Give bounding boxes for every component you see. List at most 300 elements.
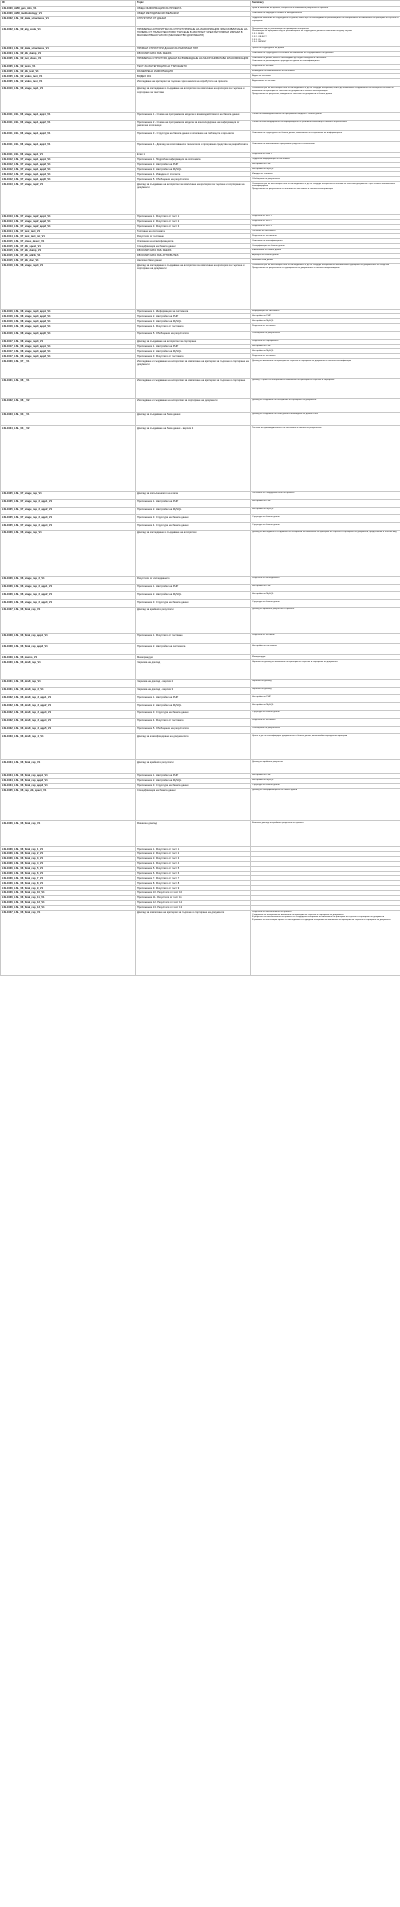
cell-summary[interactable] <box>251 324 400 332</box>
summary-line: Схема на консолидирането на информацията от различни източници и нейното обработване <box>252 120 347 123</box>
cell-topic[interactable]: Приложение 4. Резултати от тестовете <box>136 718 251 726</box>
cell-topic[interactable]: Приложение 5. Обобщение на резултатите <box>136 726 251 734</box>
table-row[interactable] <box>1 531 400 577</box>
cell-summary[interactable] <box>251 131 400 142</box>
table-row[interactable] <box>1 263 400 309</box>
summary-line: Настройки на PHP <box>252 695 271 698</box>
cell-summary[interactable] <box>251 142 400 153</box>
cell-summary[interactable] <box>251 523 400 531</box>
cell-id[interactable]: LSL1015_LSL_07_class_descr_V1 <box>1 239 136 244</box>
cell-id[interactable]: LSL1002_LSL_02_data_structures_V1 <box>1 16 136 27</box>
cell-id[interactable]: LSL1026_LSL_06_stage_rep_2_V1 <box>1 576 136 584</box>
table-row[interactable] <box>1 515 400 523</box>
cell-topic[interactable]: Приложение 4. Извадка от статиите <box>136 172 251 177</box>
cell-id[interactable]: LSL1016_LSL_08_stage_rep3_app1_V1 <box>1 309 136 314</box>
table-row[interactable] <box>1 378 400 398</box>
cell-id[interactable]: LSL1036_LSL_06_final_rep_10_V1 <box>1 891 136 896</box>
cell-id[interactable]: LSL1005_LSL_02_tests_V1 <box>1 64 136 69</box>
cell-topic[interactable]: Приложение 3. Резултати от тест 3 <box>136 224 251 229</box>
cell-id[interactable]: LSL1012_LSL_07_stage_rep1_app1_V1 <box>1 157 136 162</box>
cell-id[interactable]: LSL1005_LSL_02_video_text_V1 <box>1 74 136 79</box>
cell-topic[interactable]: Приложение 1. Резултати от тестване <box>136 633 251 644</box>
table-row[interactable] <box>1 687 400 695</box>
cell-id[interactable]: LSL1036_LSL_06_final_rep_V1 <box>1 821 136 847</box>
cell-topic[interactable]: Доклад за създаване на алгоритми за сортиране <box>136 339 251 344</box>
cell-summary[interactable] <box>251 492 400 500</box>
cell-id[interactable]: LSL1013_LSL_07_stage_rep2_app2_V1 <box>1 219 136 224</box>
table-row[interactable] <box>1 711 400 719</box>
cell-id[interactable]: LSL1022_LSL_06__V2 <box>1 398 136 412</box>
cell-topic[interactable]: Приложение 4. Структура на базата данни <box>136 523 251 531</box>
summary-line: Описание на класификацията <box>252 239 283 242</box>
cell-topic[interactable]: Приложение 2. Настройки на PHP <box>136 162 251 167</box>
summary-line: Чернова на доклад <box>252 688 272 691</box>
summary-line: Описание на подхода и етапите в методологията <box>252 12 302 15</box>
cell-summary[interactable] <box>251 378 400 398</box>
cell-topic[interactable]: Доклад за изследване и създаване на алгоритми за извличане на критерии за търсене и сортиране на документи <box>136 263 251 309</box>
table-row[interactable] <box>1 788 400 821</box>
cell-topic[interactable]: Доклад за крайните резултати <box>136 760 251 774</box>
table-row[interactable] <box>1 492 400 500</box>
cell-summary[interactable] <box>251 56 400 64</box>
cell-topic[interactable]: Приложение 4. Резултати от тестовете <box>136 324 251 332</box>
cell-summary[interactable] <box>251 398 400 412</box>
table-row[interactable] <box>1 644 400 655</box>
cell-id[interactable]: LSL1034_LSL_06_final_rep_app3_V1 <box>1 783 136 788</box>
cell-id[interactable]: LSL1025_LSL_07_stage_rep_2_app4_V1 <box>1 523 136 531</box>
cell-summary[interactable] <box>251 644 400 655</box>
cell-id[interactable]: LSL1026_LSL_06_stage_rep_2_app3_V1 <box>1 600 136 608</box>
cell-id[interactable]: LSL1036_LSL_06_final_rep_11_V1 <box>1 895 136 900</box>
cell-topic[interactable]: ПРИМЕРНА СТРУКТУРА ДАННИ ЗА ВЪВЕЖДАНЕ НА МНОГОНИВАТАВА КЛАСИФИКАЦИЯ <box>136 56 251 64</box>
cell-topic[interactable]: Доклад за извличане на критерии за търсене и сортиране на документи <box>136 910 251 976</box>
cell-id[interactable]: LSL1036_LSL_06_final_rep_13_V1 <box>1 905 136 910</box>
table-row[interactable] <box>1 426 400 492</box>
column-header-id[interactable]: ID <box>1 1 136 7</box>
table-row[interactable] <box>1 112 400 120</box>
table-row[interactable] <box>1 359 400 379</box>
cell-id[interactable]: LSL1017_LSL_08_stage_rep3_V1 <box>1 339 136 344</box>
table-row[interactable] <box>1 56 400 64</box>
cell-id[interactable]: LSL1011_LSL_06_stage_rep1_app1_V1 <box>1 112 136 120</box>
cell-summary[interactable] <box>251 734 400 760</box>
table-row[interactable] <box>1 120 400 131</box>
summary-line: Описание на структурата на базата данни, използвана за съхранение на информацията <box>252 131 343 134</box>
cell-topic[interactable]: Доклад за създаване на база данни - версия 2 <box>136 426 251 492</box>
cell-topic[interactable]: Доклад за изследване и създаване на алгоритми за извличане на критерии за търсене и сортиране за текстове <box>136 87 251 113</box>
cell-summary[interactable] <box>251 718 400 726</box>
cell-topic[interactable]: Приложение 1. Резултати от тест 1 <box>136 214 251 219</box>
cell-id[interactable]: LSL1014_LSL_07_test_text_rst_V1 <box>1 234 136 239</box>
table-row[interactable] <box>1 412 400 426</box>
cell-id[interactable]: LSL1017_LSL_08_stage_rep3_app1_V1 <box>1 344 136 349</box>
cell-id[interactable]: LSL1013_LSL_07_stage_rep2_V1 <box>1 182 136 215</box>
cell-topic[interactable]: Описание на класификацията <box>136 239 251 244</box>
cell-id[interactable]: LSL1036_LSL_06_final_rep_9_V1 <box>1 886 136 891</box>
cell-topic[interactable]: Приложение 4 - Доклад за използваните технологии и програмни средства за разработката <box>136 142 251 153</box>
table-row[interactable] <box>1 584 400 592</box>
summary-line: Описание на данни, които е необходимо да бъдат въведени в системата <box>252 57 327 60</box>
cell-id[interactable]: LSL1036_LSL_06_final_rep_2_V1 <box>1 852 136 857</box>
table-row[interactable] <box>1 331 400 339</box>
table-row[interactable] <box>1 679 400 687</box>
cell-id[interactable]: LSL1012_LSL_07_stage_rep1_app2_V1 <box>1 162 136 167</box>
cell-topic[interactable]: DB DUMP DATA XML FEEDS <box>136 249 251 254</box>
cell-topic[interactable]: ПРОБНИ СТРУКТУРИ ДАННИ ЗА РАЗЛИЧНИ ТИП <box>136 47 251 52</box>
table-row[interactable] <box>1 576 400 584</box>
summary-line: Резултати от тестовете <box>252 354 276 357</box>
table-row[interactable] <box>1 910 400 976</box>
summary-line: Основната цел на настоящия етап от изследването е да се създаде алгоритми, които да позволяват създаването на експертна система за извличане на критерии от текстове на документи и тяхната категоризация <box>252 87 394 93</box>
cell-id[interactable]: LSL1002_LSL_02_alg_code_V1 <box>1 27 136 47</box>
cell-id[interactable]: LSL1012_LSL_07_stage_rep1_app5_V1 <box>1 177 136 182</box>
cell-summary[interactable] <box>251 120 400 131</box>
cell-summary[interactable] <box>251 182 400 215</box>
cell-id[interactable]: LSL1030_LSL_06_draft_rep_V1 <box>1 660 136 680</box>
cell-topic[interactable]: Доклад за изпълнението на етапа <box>136 492 251 500</box>
table-row[interactable] <box>1 821 400 847</box>
cell-topic[interactable]: Изследване на критерии за търсене чрез анализ на атрибутите на проекта <box>136 79 251 87</box>
cell-summary[interactable] <box>251 584 400 592</box>
table-row[interactable] <box>1 523 400 531</box>
cell-summary[interactable] <box>251 507 400 515</box>
cell-summary[interactable] <box>251 499 400 507</box>
cell-summary[interactable] <box>251 27 400 47</box>
cell-id[interactable]: LSL1021_LSL_06__V1 <box>1 378 136 398</box>
summary-line: Цели и описание на целите, същността и очакваните резултати от проекта <box>252 7 329 10</box>
cell-topic[interactable]: Приложение 1. Резултати от тест 1 <box>136 847 251 852</box>
cell-topic[interactable]: ОБЩА ИНФОРМАЦИЯ ЗА ПРОЕКТА <box>136 6 251 11</box>
cell-topic[interactable]: Спецификация на базата данни <box>136 244 251 249</box>
cell-topic[interactable]: ТЕСТ ЗА ИНТЕГРАЦИЯ НА ТЪРСЕНЕТО <box>136 64 251 69</box>
cell-topic[interactable]: Доклад за създаване на база данни <box>136 412 251 426</box>
cell-id[interactable]: LSL1036_LSL_06_final_rep_6_V1 <box>1 871 136 876</box>
cell-summary[interactable] <box>251 711 400 719</box>
cell-topic[interactable]: DB DUMP DATA XML FEEDS <box>136 51 251 56</box>
cell-id[interactable]: LSL1037_LSL_06_final_rep_V1 <box>1 910 136 976</box>
table-row[interactable] <box>1 592 400 600</box>
cell-summary[interactable] <box>251 576 400 584</box>
cell-topic[interactable]: Налични бази данни <box>136 258 251 263</box>
table-row[interactable] <box>1 718 400 726</box>
cell-id[interactable]: LSL1023_LSL_03__V1 <box>1 412 136 426</box>
cell-id[interactable]: LSL1020_LSL_07__V1 <box>1 359 136 379</box>
table-row[interactable] <box>1 87 400 113</box>
cell-summary[interactable] <box>251 821 400 847</box>
cell-topic[interactable]: Приложение 2. Настройки на MySQL <box>136 507 251 515</box>
column-header-summary[interactable]: Summary <box>251 1 400 7</box>
cell-id[interactable]: LSL1013_LSL_07_stage_rep2_app3_V1 <box>1 224 136 229</box>
cell-topic[interactable]: Приложение 2. Резултати от тест 2 <box>136 852 251 857</box>
cell-id[interactable]: LSL1027_LSL_06_final_rep_V1 <box>1 607 136 633</box>
cell-topic[interactable]: Чернова на доклад <box>136 660 251 680</box>
summary-line: Настройки на MySQL <box>252 319 274 322</box>
cell-id[interactable]: LSL1011_LSL_06_stage_rep1_app3_V1 <box>1 131 136 142</box>
cell-summary[interactable] <box>251 87 400 113</box>
cell-summary[interactable] <box>251 16 400 27</box>
cell-topic[interactable]: Етап 1 <box>136 152 251 157</box>
cell-summary[interactable] <box>251 263 400 309</box>
cell-id[interactable]: LSL1028_LSL_06_final_rep_app1_V1 <box>1 633 136 644</box>
summary-line: Резултати от тестовете <box>252 719 276 722</box>
summary-line: Проби на структурите на данни <box>252 47 284 50</box>
cell-summary[interactable] <box>251 359 400 379</box>
cell-id[interactable]: LSL1034_LSL_06_final_rep_app1_V1 <box>1 773 136 778</box>
summary-line: Настройки на MySQL <box>252 703 274 706</box>
cell-topic[interactable]: Доклад за създаване на алгоритми за извличане на критерии за търсене и сортиране на документи <box>136 182 251 215</box>
cell-summary[interactable] <box>251 687 400 695</box>
cell-topic[interactable]: Приложение 3. Настройки на MySQL <box>136 167 251 172</box>
cell-topic[interactable]: Приложение 13. Резултати от тест 13 <box>136 905 251 910</box>
cell-summary[interactable] <box>251 910 400 976</box>
table-row[interactable] <box>1 660 400 680</box>
cell-topic[interactable]: Приложение 10. Резултати от тест 10 <box>136 891 251 896</box>
cell-id[interactable]: LSL1032_LSL_06_draft_rep_3_app5_V1 <box>1 726 136 734</box>
cell-id[interactable]: LSL1036_LSL_06_final_rep_3_V1 <box>1 856 136 861</box>
table-row[interactable] <box>1 607 400 633</box>
cell-topic[interactable]: Резултати от тестване <box>136 234 251 239</box>
cell-id[interactable]: LSL1011_LSL_06_stage_rep1_app4_V1 <box>1 142 136 153</box>
cell-id[interactable]: LSL1005_LSL_02_db_text_V1 <box>1 69 136 74</box>
cell-topic[interactable]: Приложение 1. Настройки на PHP <box>136 695 251 703</box>
cell-topic[interactable]: Приложение 8. Резултати от тест 8 <box>136 881 251 886</box>
cell-id[interactable]: LSL1013_LSL_07_stage_rep2_app1_V1 <box>1 214 136 219</box>
cell-id[interactable]: LSL1036_LSL_06_final_rep_1_V1 <box>1 847 136 852</box>
cell-id[interactable]: LSL1029_LSL_06_memo_V1 <box>1 655 136 660</box>
cell-id[interactable]: LSL1005_LSL_02_net_class_V1 <box>1 56 136 64</box>
cell-id[interactable]: LSL1011_LSL_06_stage_rep1_V1 <box>1 152 136 157</box>
cell-summary[interactable] <box>251 760 400 774</box>
cell-id[interactable]: LSL1017_LSL_08_stage_rep3_app3_V1 <box>1 354 136 359</box>
cell-topic[interactable]: Приложение 5. Обобщение на резултатите <box>136 331 251 339</box>
cell-topic[interactable]: Приложение 1. Настройки на PHP <box>136 344 251 349</box>
cell-topic[interactable]: Приложение 2 - Схема на програмната модела за консолидиране на информация от различни източници <box>136 120 251 131</box>
cell-id[interactable]: LSL1005_LSL_02_video_test_V1 <box>1 79 136 87</box>
cell-id[interactable]: LSL1025_LSL_07_stage_rep_2_app3_V1 <box>1 515 136 523</box>
cell-id[interactable]: LSL1014_LSL_07_test_text_V1 <box>1 229 136 234</box>
cell-topic[interactable]: Доклад за класифициране на документите <box>136 734 251 760</box>
table-row[interactable] <box>1 600 400 608</box>
cell-topic[interactable]: Приложение 4. Резултати от тест 4 <box>136 861 251 866</box>
cell-summary[interactable] <box>251 412 400 426</box>
cell-topic[interactable]: Приложение 1. Настройки на PHP <box>136 773 251 778</box>
summary-line: Целта е да се класифицират документите в базата данни, използвайки определени критерии <box>252 734 348 737</box>
cell-id[interactable]: LSL1016_LSL_08_stage_rep3_app2_V1 <box>1 314 136 319</box>
cell-id[interactable]: LSL1004_LSL_02_data_structures_V1 <box>1 47 136 52</box>
cell-id[interactable]: LSL1034_LSL_06_final_rep_V1 <box>1 760 136 774</box>
cell-topic[interactable]: Приложение 11. Резултати от тест 11 <box>136 895 251 900</box>
cell-id[interactable]: LSL1016_LSL_08_stage_rep3_V1 <box>1 263 136 309</box>
cell-topic[interactable]: Приложение 3. Резултати от тест 3 <box>136 856 251 861</box>
summary-line: Представени са резултатите от групирането на документите и тяхното визуализиране <box>252 266 340 269</box>
cell-summary[interactable] <box>251 79 400 87</box>
summary-line: Настройки на PHP <box>252 344 271 347</box>
cell-topic[interactable]: СТРУКТУРИ ОТ ДАННИ <box>136 16 251 27</box>
cell-summary[interactable] <box>251 592 400 600</box>
cell-id[interactable]: LSL1034_LSL_06_final_rep_app2_V1 <box>1 778 136 783</box>
summary-line: Чернова на доклад <box>252 680 272 683</box>
cell-id[interactable]: LSL1031_LSL_06_draft_rep_2_V1 <box>1 687 136 695</box>
cell-id[interactable]: LSL1036_LSL_06_final_rep_8_V1 <box>1 881 136 886</box>
table-row[interactable] <box>1 16 400 27</box>
cell-id[interactable]: LSL1028_LSL_06_final_rep_app2_V1 <box>1 644 136 655</box>
cell-topic[interactable]: Приложение 1 - Схема на програмната модела и взаимодействието на базата данни <box>136 112 251 120</box>
cell-topic[interactable]: Изследване и създаване на алгоритми за извличане на критерии за търсене и сортиране на документи <box>136 359 251 379</box>
table-row[interactable] <box>1 703 400 711</box>
cell-topic[interactable]: ОБЩИ МЕТОДИЧЕСКИ БЕЛЕЖКИ <box>136 11 251 16</box>
cell-id[interactable]: LSL1004_LSL_02_db_dump_V1 <box>1 51 136 56</box>
cell-topic[interactable]: Приложение 2. Настройки на MySQL <box>136 349 251 354</box>
summary-line: Меморандум <box>252 655 266 658</box>
table-row[interactable] <box>1 507 400 515</box>
cell-id[interactable]: LSL1026_LSL_06_stage_rep_V1 <box>1 531 136 577</box>
cell-topic[interactable]: Приложение 2. Настройки на MySQL <box>136 592 251 600</box>
cell-summary[interactable] <box>251 703 400 711</box>
table-row[interactable] <box>1 27 400 47</box>
cell-id[interactable]: LSL1012_LSL_07_stage_rep1_app4_V1 <box>1 172 136 177</box>
cell-summary[interactable] <box>251 679 400 687</box>
cell-topic[interactable]: Приложение 3. Резултати от тестовете <box>136 354 251 359</box>
cell-summary[interactable] <box>251 531 400 577</box>
table-row[interactable] <box>1 499 400 507</box>
cell-id[interactable]: LSL1016_LSL_08_stage_rep3_app3_V1 <box>1 319 136 324</box>
table-row[interactable] <box>1 633 400 644</box>
cell-id[interactable]: LSL1025_LSL_07_stage_rep_2_app2_V1 <box>1 507 136 515</box>
cell-id[interactable]: LSL1036_LSL_06_final_rep_7_V1 <box>1 876 136 881</box>
cell-summary[interactable] <box>251 788 400 821</box>
cell-summary[interactable] <box>251 331 400 339</box>
cell-id[interactable]: LSL1035_LSL_06_rep_db_spect_V1 <box>1 788 136 821</box>
cell-topic[interactable]: Приложение 3 - Структура на базата данни и описание на таблиците и връзките <box>136 131 251 142</box>
cell-topic[interactable]: Чернова на доклад - версия 3 <box>136 687 251 695</box>
cell-id[interactable]: LSL1016_LSL_08_stage_rep3_app4_V1 <box>1 324 136 332</box>
cell-id[interactable]: LSL1015_LSL_07_db_doc_V1 <box>1 258 136 263</box>
cell-id[interactable]: LSL1032_LSL_06_draft_rep_3_app4_V1 <box>1 718 136 726</box>
cell-id[interactable]: LSL1024_LSL_03__V2 <box>1 426 136 492</box>
cell-id[interactable]: LSL1016_LSL_08_stage_rep3_app5_V1 <box>1 331 136 339</box>
cell-summary[interactable] <box>251 633 400 644</box>
cell-summary[interactable] <box>251 660 400 680</box>
cell-topic[interactable]: Приложение 2. Резултати от тест 2 <box>136 219 251 224</box>
cell-id[interactable]: LSL1026_LSL_06_stage_rep_2_app2_V1 <box>1 592 136 600</box>
cell-id[interactable]: LSL1015_LSL_07_db_dump_V1 <box>1 249 136 254</box>
cell-summary[interactable] <box>251 607 400 633</box>
cell-id[interactable]: LSL1025_LSL_07_stage_rep_V1 <box>1 492 136 500</box>
cell-topic[interactable]: Приложение 9. Резултати от тест 9 <box>136 886 251 891</box>
cell-topic[interactable]: Тестване на системата <box>136 229 251 234</box>
cell-summary[interactable] <box>251 112 400 120</box>
cell-topic[interactable]: Доклад за крайните резултати <box>136 607 251 633</box>
cell-topic[interactable]: ВИДЕО 001 <box>136 74 251 79</box>
cell-topic[interactable]: Приложение 5. Обобщение на резултатите <box>136 177 251 182</box>
cell-summary[interactable] <box>251 695 400 703</box>
cell-topic[interactable]: Меморандум <box>136 655 251 660</box>
cell-topic[interactable]: Приложение 2. Настройки на MySQL <box>136 778 251 783</box>
summary-line: 2.3.3. JS <box>252 38 261 41</box>
cell-topic[interactable]: DB DUMP DATA XML ATTRIBUTES <box>136 253 251 258</box>
cell-topic[interactable]: Финален доклад <box>136 821 251 847</box>
summary-line: Доклад за извличане на критерии за търсене и сортиране на документи и тяхната класификация <box>252 359 352 362</box>
cell-topic[interactable]: Приложение 3. Структура на базата данни <box>136 600 251 608</box>
cell-topic[interactable]: ПРИМЕРЕН АЛГОРИТЪМ ЗА СТРУКТУРИРАНЕ НА ИНФОРМАЦИЯ ЧРЕЗ ИЗВЛИЧАНЕ НА ПОЛЕВА ОТ ПЪЛНОТЕКСТОВО ТЪРСЕНЕ В АБСТРАКТ ЧРЕЗ РЕГУЛЯРНИ ИЗРАЗИ В МНОЖЕСТВЕНО ЧИСЛО (МНОЖЕСТВО ДОКУМЕНТИ) <box>136 27 251 47</box>
table-row[interactable] <box>1 734 400 760</box>
cell-id[interactable]: LSL1026_LSL_06_stage_rep_2_app1_V1 <box>1 584 136 592</box>
cell-topic[interactable]: Приложение 1. Подробна информация за системата <box>136 157 251 162</box>
table-row[interactable] <box>1 695 400 703</box>
summary-line: Структура на базата данни <box>252 523 280 526</box>
table-row[interactable] <box>1 142 400 153</box>
cell-topic[interactable]: Приложение 6. Резултати от тест 6 <box>136 871 251 876</box>
cell-id[interactable]: LSL1036_LSL_06_final_rep_12_V1 <box>1 900 136 905</box>
cell-id[interactable]: LSL1031_LSL_06_draft_rep_V1 <box>1 679 136 687</box>
cell-topic[interactable]: Приложение 2. Настройки на системата <box>136 644 251 655</box>
cell-topic[interactable]: Приложение 5. Резултати от тест 5 <box>136 866 251 871</box>
table-row[interactable] <box>1 760 400 774</box>
summary-line: Резултати от сортирането <box>252 340 279 343</box>
cell-id[interactable]: LSL1015_LSL_07_db_attrib_V1 <box>1 253 136 258</box>
cell-topic[interactable]: Приложение 1. Информация за системата <box>136 309 251 314</box>
summary-line: Резултати от етап 1 <box>252 153 272 156</box>
cell-id[interactable]: LSL1032_LSL_06_draft_rep_3_app1_V1 <box>1 695 136 703</box>
cell-topic[interactable]: Приложение 1. Настройки на PHP <box>136 499 251 507</box>
summary-line: Представени са резултати, изведени от текстове на документи в базата данни <box>252 92 332 95</box>
table-row[interactable] <box>1 398 400 412</box>
cell-id[interactable]: LSL1032_LSL_06_draft_rep_3_app3_V1 <box>1 711 136 719</box>
table-row[interactable] <box>1 726 400 734</box>
cell-topic[interactable]: Приложение 2. Настройки на PHP <box>136 314 251 319</box>
cell-topic[interactable]: Чернова на доклад - версия 2 <box>136 679 251 687</box>
cell-topic[interactable]: Изследване и създаване на алгоритми за сортиране на документи <box>136 398 251 412</box>
cell-topic[interactable]: Изследване и създаване на алгоритми за извличане на критерии за търсене и сортиране <box>136 378 251 398</box>
cell-id[interactable]: LSL1015_LSL_07_db_spect_V1 <box>1 244 136 249</box>
cell-topic[interactable]: Доклад за изследване и създаване на алгоритми <box>136 531 251 577</box>
cell-id[interactable]: LSL1033_LSL_06_draft_rep_4_V1 <box>1 734 136 760</box>
cell-id[interactable]: LSL1010_LSL_06_stage_rep1_V1 <box>1 87 136 113</box>
cell-topic[interactable]: Резултати от изследването <box>136 576 251 584</box>
table-row[interactable] <box>1 131 400 142</box>
cell-topic[interactable]: Приложение 3. Структура на базата данни <box>136 711 251 719</box>
table-row[interactable] <box>1 324 400 332</box>
table-row[interactable] <box>1 79 400 87</box>
cell-id[interactable]: LSL1017_LSL_08_stage_rep3_app2_V1 <box>1 349 136 354</box>
cell-id[interactable]: LSL1012_LSL_07_stage_rep1_app3_V1 <box>1 167 136 172</box>
cell-topic[interactable]: Приложение 3. Структура на базата данни <box>136 515 251 523</box>
cell-id[interactable]: LSL1000_A2M_gen_info_V1 <box>1 6 136 11</box>
cell-topic[interactable]: Приложение 7. Резултати от тест 7 <box>136 876 251 881</box>
cell-summary[interactable] <box>251 426 400 492</box>
cell-topic[interactable]: Приложение 3. Структура на базата данни <box>136 783 251 788</box>
cell-topic[interactable]: Приложение 1. Настройки на PHP <box>136 584 251 592</box>
cell-id[interactable]: LSL1025_LSL_07_stage_rep_2_app1_V1 <box>1 499 136 507</box>
cell-summary[interactable] <box>251 600 400 608</box>
cell-topic[interactable]: Приложение 2. Настройки на MySQL <box>136 703 251 711</box>
column-header-topic[interactable]: Topic <box>136 1 251 7</box>
cell-summary[interactable] <box>251 515 400 523</box>
cell-topic[interactable]: Спецификация на базата данни <box>136 788 251 821</box>
cell-topic[interactable]: Приложение 3. Настройки на MySQL <box>136 319 251 324</box>
cell-id[interactable]: LSL1000_A2M_methodology_V1 <box>1 11 136 16</box>
cell-id[interactable]: LSL1036_LSL_06_final_rep_5_V1 <box>1 866 136 871</box>
cell-topic[interactable]: РАЗШИРЕНА ИНФОРМАЦИЯ <box>136 69 251 74</box>
summary-line: Тестовете от създадения етап на проекта <box>252 492 295 495</box>
cell-id[interactable]: LSL1032_LSL_06_draft_rep_3_app2_V1 <box>1 703 136 711</box>
cell-summary[interactable] <box>251 726 400 734</box>
summary-line: Резултати от тестовете <box>252 324 276 327</box>
cell-topic[interactable]: Приложение 12. Резултати от тест 12 <box>136 900 251 905</box>
cell-id[interactable]: LSL1036_LSL_06_final_rep_4_V1 <box>1 861 136 866</box>
table-row[interactable] <box>1 182 400 215</box>
cell-id[interactable]: LSL1011_LSL_06_stage_rep1_app2_V1 <box>1 120 136 131</box>
